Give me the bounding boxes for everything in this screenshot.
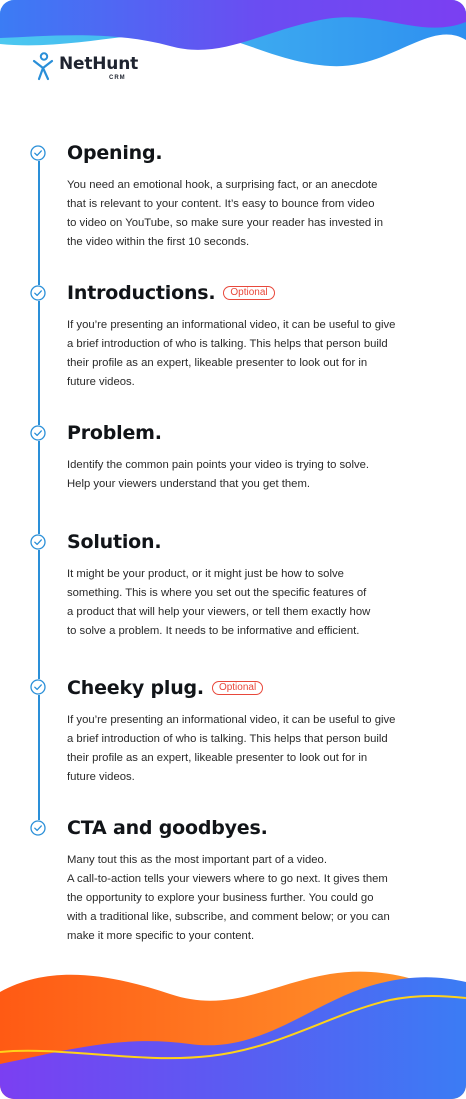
section-body: Identify the common pain points your video is trying to solve. Help your viewers understand that you get them. (67, 459, 370, 490)
check-circle-icon (30, 425, 46, 441)
section-title-text: Cheeky plug. (67, 677, 204, 699)
check-circle-icon (30, 145, 46, 161)
section-title (67, 529, 439, 555)
section-cta-and-goodbyes (67, 815, 439, 946)
section-problem (67, 420, 439, 494)
section-body: You need an emotional hook, a surprising fact, or an anecdote that is relevant to your content. It’s easy to bounce from video to video on YouTube, so make sure your reader has invested in the video within the first 10 seconds. (67, 179, 384, 248)
section-title (67, 280, 439, 306)
check-circle-icon (30, 285, 46, 301)
nethunt-logo-icon (32, 52, 54, 82)
optional-badge: Optional (223, 286, 274, 300)
section-introductions (67, 280, 439, 392)
check-circle-icon (30, 534, 46, 550)
section-body: Many tout this as the most important part of a video. A call-to-action tells your viewers where to go next. It gives them the opportunity to explore your business further. You could go with a traditional like, subscribe, and comment below; or you can make it more specific to your content. (67, 854, 390, 942)
section-title-text: Opening. (67, 142, 163, 164)
brand-name: NetHunt (59, 54, 139, 74)
section-title (67, 420, 439, 446)
section-solution (67, 529, 439, 641)
timeline-line (38, 160, 40, 828)
section-title-text: Problem. (67, 422, 162, 444)
section-title (67, 815, 439, 841)
section-title-text: Introductions. (67, 282, 216, 304)
bottom-wave-decoration (0, 964, 466, 1099)
section-body: If you’re presenting an informational video, it can be useful to give a brief introduction of who is talking. This helps that person build their profile as an expert, likeable presenter to look out for in future videos. (67, 319, 396, 388)
section-title-text: Solution. (67, 531, 162, 553)
brand-subtitle: CRM (109, 75, 126, 81)
section-cheeky-plug (67, 675, 439, 787)
section-body: It might be your product, or it might just be how to solve something. This is where you set out the specific features of a product that will help your viewers, or tell them exactly how to solve a problem. It needs to be informative and efficient. (67, 568, 371, 637)
check-circle-icon (30, 679, 46, 695)
section-opening (67, 140, 439, 252)
section-title-text: CTA and goodbyes. (67, 817, 268, 839)
section-title (67, 675, 439, 701)
optional-badge: Optional (212, 681, 263, 695)
section-title (67, 140, 439, 166)
section-body: If you’re presenting an informational video, it can be useful to give a brief introduction of who is talking. This helps that person build their profile as an expert, likeable presenter to look out for in future videos. (67, 714, 396, 783)
check-circle-icon (30, 820, 46, 836)
brand-logo (32, 52, 138, 82)
